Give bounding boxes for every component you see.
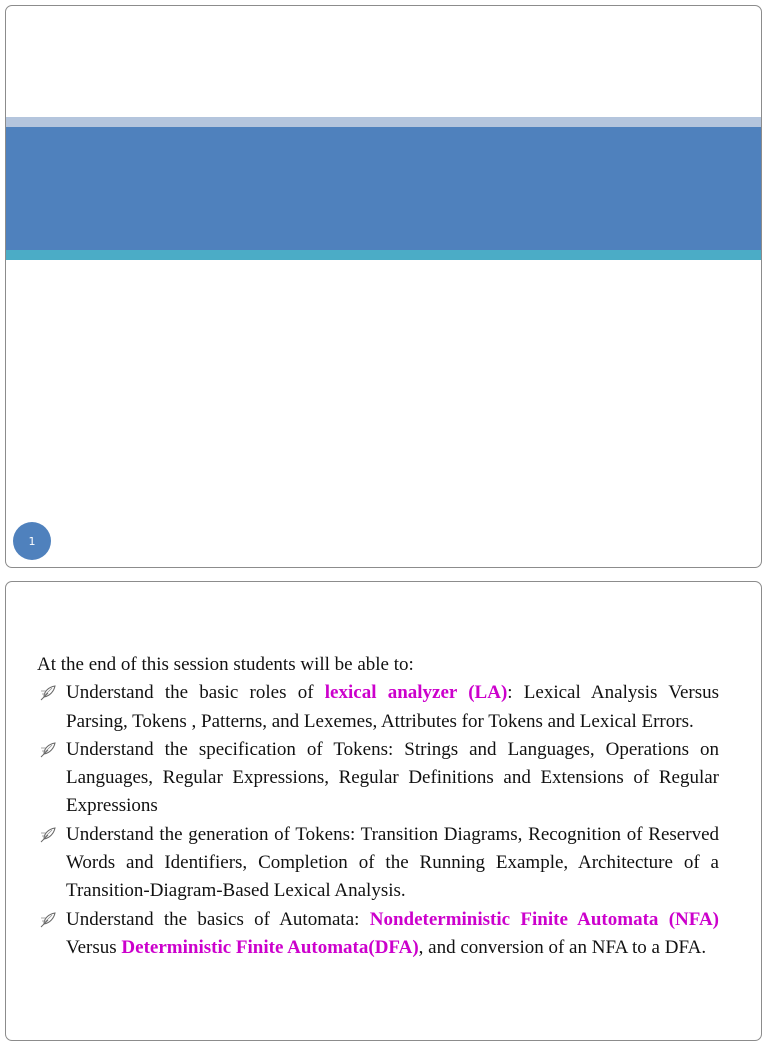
title-band — [6, 127, 761, 250]
objectives-list — [37, 679, 719, 962]
title-slide — [5, 5, 762, 568]
title-band-teal-stripe — [6, 250, 761, 260]
page-number-badge — [13, 522, 51, 560]
objective-text-pre: Understand the basic roles of — [66, 682, 325, 704]
page-number: 1 — [28, 534, 36, 548]
objective-highlight-nfa: Nondeterministic Finite Automata (NFA) — [369, 908, 719, 930]
objective-highlight-dfa: Deterministic Finite Automata(DFA) — [121, 936, 419, 958]
objective-item — [37, 906, 719, 963]
title-band-light-stripe — [6, 117, 761, 127]
objective-text: Understand the generation of Tokens: Transition Diagrams, Recognition of Reserved Words and Identifiers, Completion of the Running Example, Architecture of a Transition-Diagram-Based Lexical Analysis. — [66, 823, 719, 902]
objective-highlight: lexical analyzer (LA) — [324, 682, 508, 704]
quill-pen-icon — [40, 827, 56, 843]
objectives-slide — [5, 581, 762, 1041]
objective-text-mid: Versus — [66, 936, 122, 958]
objective-text-post: , and conversion of an NFA to a DFA. — [418, 936, 707, 958]
objectives-content — [37, 651, 719, 962]
quill-pen-icon — [40, 742, 56, 758]
objectives-intro: At the end of this session students will be able to: — [37, 654, 414, 675]
objective-item — [37, 679, 719, 736]
quill-pen-icon — [40, 912, 56, 928]
objective-text-pre: Understand the basics of Automata: — [66, 908, 370, 930]
objective-item — [37, 821, 719, 906]
objective-text-post: : Lexical Analysis Versus Parsing, Tokens , Patterns, and Lexemes, Attributes for Tokens and Lexical Errors. — [66, 682, 719, 732]
objective-text: Understand the specification of Tokens: Strings and Languages, Operations on Languages, Regular Expressions, Regular Definitions and Extensions of Regular Expressions — [66, 738, 719, 817]
objective-item — [37, 736, 719, 821]
quill-pen-icon — [40, 685, 56, 701]
